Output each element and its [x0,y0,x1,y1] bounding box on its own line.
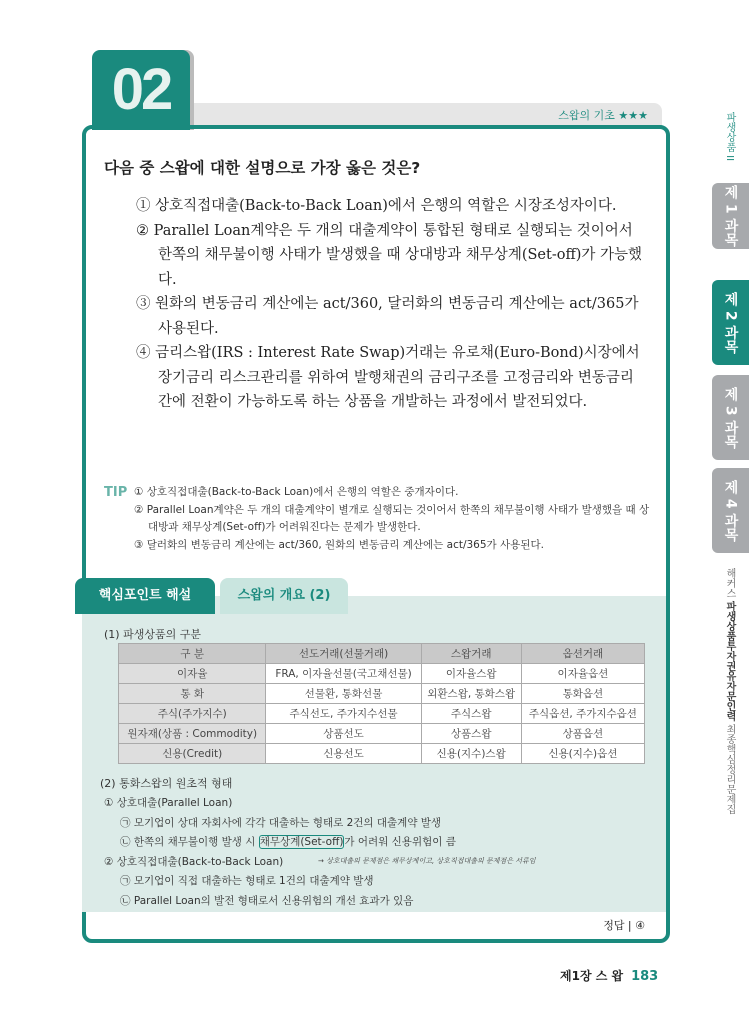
option-3: ③ 원화의 변동금리 계산에는 act/360, 달러화의 변동금리 계산에는 act/365가 사용된다. [136,296,639,337]
swap-forms-list [104,794,456,911]
tip-label: TIP [104,485,128,500]
cell: 이자율 [119,664,266,684]
explain-tab-keypoint: 핵심포인트 해설 [75,578,215,614]
cell: 상품선도 [266,724,421,744]
highlighted-term: 채무상계(Set-off) [259,836,344,848]
cell: 주식스왑 [421,704,521,724]
cell: 주식(주가지수) [119,704,266,724]
side-tab-3[interactable]: 제 3 과목 [712,375,749,460]
cell: 신용(지수)옵션 [521,744,644,764]
section-heading: (1) 파생상품의 구분 [104,628,201,641]
section-heading: (2) 통화스왑의 원초적 형태 [100,777,233,790]
tip-item: ② Parallel Loan계약은 두 개의 대출계약이 별개로 실행되는 것이어서 한쪽의 채무불이행 사태가 발생했을 때 상대방과 채무상계(Set-off)가 어려워진다는 문제가 발생한다. [134,503,650,533]
table-row [119,704,645,724]
list-item: ① 상호대출(Parallel Loan) [104,797,233,809]
cell: 신용선도 [266,744,421,764]
list-item: ㉠ 모기업이 직접 대출하는 형태로 1건의 대출계약 발생 [120,875,374,887]
topic-label: 스왑의 기초 ★★★ [558,109,648,122]
question-text: 다음 중 스왑에 대한 설명으로 가장 옳은 것은? [104,159,421,177]
cell: 이자율옵션 [521,664,644,684]
cell: 신용(Credit) [119,744,266,764]
explain-tab-topic: 스왑의 개요 (2) [220,578,348,614]
cell: 통 화 [119,684,266,704]
cell: 주식옵션, 주가지수옵션 [521,704,644,724]
derivatives-table [118,643,645,764]
cell: 이자율스왑 [421,664,521,684]
list-item: ㉠ 모기업이 상대 자회사에 각각 대출하는 형태로 2건의 대출계약 발생 [120,816,442,829]
table-row [119,744,645,764]
side-book-title [722,568,737,814]
cell: 상품옵션 [521,724,644,744]
footer [560,967,658,984]
tip [104,484,654,554]
text: 파생상품투자권유자문인력 [724,601,735,722]
chapter-label: 제1장 스 왑 [560,969,624,983]
text: 최종핵심정리문제집 [724,721,735,815]
table-row [119,724,645,744]
th: 구 분 [119,644,266,664]
tip-item: ① 상호직접대출(Back-to-Back Loan)에서 은행의 역할은 중개자이다. [134,486,459,498]
option-1: ① 상호직접대출(Back-to-Back Loan)에서 은행의 역할은 시장조성자이다. [136,198,617,214]
list-item: ㉡ Parallel Loan의 발전 형태로서 신용위험의 개선 효과가 있음 [120,894,414,907]
question-number: 02 [92,50,190,130]
tip-item: ③ 달러화의 변동금리 계산에는 act/360, 원화의 변동금리 계산에는 act/365가 사용된다. [134,538,544,551]
th: 옵션거래 [521,644,644,664]
answer: 정답 | ④ [603,919,645,932]
side-subject-label: 파생상품 II [724,112,735,162]
option-2: ② Parallel Loan계약은 두 개의 대출계약이 통합된 형태로 실행되는 것이어서 한쪽의 채무불이행 사태가 발생했을 때 상대방과 채무상계(Set-off)가 가능했다. [136,222,643,288]
list-item [104,833,456,853]
cell: 주식선도, 주가지수선물 [266,704,421,724]
list-item: ② 상호직접대출(Back-to-Back Loan) [104,855,284,868]
option-4: ④ 금리스왑(IRS : Interest Rate Swap)거래는 유로채(Euro-Bond)시장에서 장기금리 리스크관리를 위하여 발행채권의 금리구조를 고정금리와 변동금리 간에 전환이 가능하도록 하는 상품을 개발하는 과정에서 발전되었다. [136,345,640,410]
page-number: 183 [631,969,659,984]
cell: FRA, 이자율선물(국고채선물) [266,664,421,684]
cell: 원자재(상품 : Commodity) [119,724,266,744]
cell: 통화옵션 [521,684,644,704]
options [136,194,648,415]
text: 해커스 [724,568,735,602]
side-tab-4[interactable]: 제 4 과목 [712,468,749,553]
text: 가 어려워 신용위험이 큼 [344,836,456,848]
side-tab-1[interactable]: 제 1 과목 [712,183,749,249]
cell: 상품스왑 [421,724,521,744]
cell: 선물환, 통화선물 [266,684,421,704]
side-tab-2[interactable]: 제 2 과목 [712,280,749,365]
th: 선도거래(선물거래) [266,644,421,664]
th: 스왑거래 [421,644,521,664]
table-row [119,664,645,684]
topic-bar [194,103,662,127]
table-row [119,684,645,704]
cell: 신용(지수)스왑 [421,744,521,764]
cell: 외환스왑, 통화스왑 [421,684,521,704]
text: ㉡ 한쪽의 채무불이행 발생 시 [120,836,259,848]
handwritten-note: → 상호대출의 문제점은 채무상계이고, 상호직접대출의 문제점은 서류임 [318,857,536,865]
